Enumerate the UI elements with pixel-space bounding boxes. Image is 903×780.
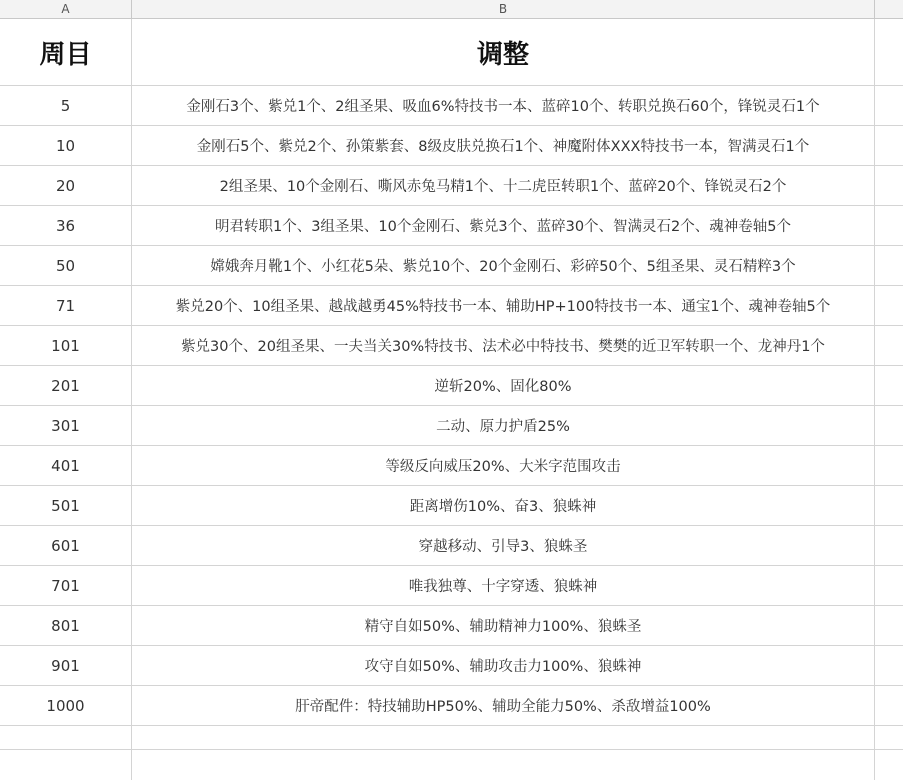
adjustment-cell[interactable]: 精守自如50%、辅助精神力100%、狼蛛圣	[132, 606, 875, 645]
round-cell[interactable]: 501	[0, 486, 132, 525]
adjustment-cell[interactable]: 穿越移动、引导3、狼蛛圣	[132, 526, 875, 565]
adjustment-cell[interactable]: 金刚石3个、紫兑1个、2组圣果、吸血6%特技书一本、蓝碎10个、转职兑换石60个，锋锐灵石1个	[132, 86, 875, 125]
adjustment-cell[interactable]: 2组圣果、10个金刚石、嘶风赤兔马精1个、十二虎臣转职1个、蓝碎20个、锋锐灵石2个	[132, 166, 875, 205]
adjustment-cell[interactable]: 距离增伤10%、奋3、狼蛛神	[132, 486, 875, 525]
empty-cell[interactable]	[875, 126, 903, 165]
empty-cell[interactable]	[132, 726, 875, 749]
empty-cell[interactable]	[0, 750, 132, 780]
empty-cell[interactable]	[875, 286, 903, 325]
table-row	[0, 166, 903, 206]
adjustment-cell[interactable]: 肝帝配件：特技辅助HP50%、辅助全能力50%、杀敌增益100%	[132, 686, 875, 725]
table-row	[0, 606, 903, 646]
round-cell[interactable]: 301	[0, 406, 132, 445]
column-header-c[interactable]	[875, 0, 903, 18]
table-row	[0, 646, 903, 686]
round-cell[interactable]: 20	[0, 166, 132, 205]
adjustment-cell[interactable]: 二动、原力护盾25%	[132, 406, 875, 445]
table-row	[0, 246, 903, 286]
empty-cell[interactable]	[875, 86, 903, 125]
empty-cell[interactable]	[875, 406, 903, 445]
table-row	[0, 126, 903, 166]
empty-cell[interactable]	[875, 446, 903, 485]
empty-cell[interactable]	[875, 246, 903, 285]
round-cell[interactable]: 901	[0, 646, 132, 685]
adjustment-cell[interactable]: 攻守自如50%、辅助攻击力100%、狼蛛神	[132, 646, 875, 685]
empty-cell[interactable]	[875, 726, 903, 749]
adjustment-cell[interactable]: 金刚石5个、紫兑2个、孙策紫套、8级皮肤兑换石1个、神魔附体XXX特技书一本，智满灵石1个	[132, 126, 875, 165]
empty-row	[0, 726, 903, 750]
table-row	[0, 406, 903, 446]
empty-cell[interactable]	[875, 566, 903, 605]
round-cell[interactable]: 36	[0, 206, 132, 245]
table-row	[0, 446, 903, 486]
empty-cell[interactable]	[875, 686, 903, 725]
round-cell[interactable]: 601	[0, 526, 132, 565]
round-cell[interactable]: 10	[0, 126, 132, 165]
table-row	[0, 206, 903, 246]
empty-cell[interactable]	[875, 206, 903, 245]
header-cell-round[interactable]: 周目	[0, 19, 132, 85]
round-cell[interactable]: 5	[0, 86, 132, 125]
adjustment-cell[interactable]: 明君转职1个、3组圣果、10个金刚石、紫兑3个、蓝碎30个、智满灵石2个、魂神卷轴5个	[132, 206, 875, 245]
adjustment-cell[interactable]: 逆斩20%、固化80%	[132, 366, 875, 405]
empty-cell[interactable]	[0, 726, 132, 749]
table-row	[0, 326, 903, 366]
empty-cell[interactable]	[875, 526, 903, 565]
round-cell[interactable]: 101	[0, 326, 132, 365]
table-row	[0, 686, 903, 726]
column-header-b[interactable]: B	[132, 0, 875, 18]
column-header-row	[0, 0, 903, 19]
adjustment-cell[interactable]: 紫兑20个、10组圣果、越战越勇45%特技书一本、辅助HP+100特技书一本、通宝1个、魂神卷轴5个	[132, 286, 875, 325]
round-cell[interactable]: 701	[0, 566, 132, 605]
table-header-row	[0, 19, 903, 86]
round-cell[interactable]: 201	[0, 366, 132, 405]
table-row	[0, 366, 903, 406]
adjustment-cell[interactable]: 紫兑30个、20组圣果、一夫当关30%特技书、法术必中特技书、樊樊的近卫军转职一个、龙神丹1个	[132, 326, 875, 365]
round-cell[interactable]: 401	[0, 446, 132, 485]
table-row	[0, 286, 903, 326]
round-cell[interactable]: 71	[0, 286, 132, 325]
round-cell[interactable]: 1000	[0, 686, 132, 725]
column-header-a[interactable]: A	[0, 0, 132, 18]
empty-cell[interactable]	[875, 166, 903, 205]
table-row	[0, 566, 903, 606]
empty-cell[interactable]	[875, 366, 903, 405]
table-row	[0, 86, 903, 126]
header-cell-adjustment[interactable]: 调整	[132, 19, 875, 85]
adjustment-cell[interactable]: 等级反向威压20%、大米字范围攻击	[132, 446, 875, 485]
empty-cell[interactable]	[875, 606, 903, 645]
empty-cell[interactable]	[132, 750, 875, 780]
empty-cell[interactable]	[875, 750, 903, 780]
table-row	[0, 526, 903, 566]
round-cell[interactable]: 801	[0, 606, 132, 645]
round-cell[interactable]: 50	[0, 246, 132, 285]
empty-cell[interactable]	[875, 646, 903, 685]
data-rows	[0, 86, 903, 726]
adjustment-cell[interactable]: 嫦娥奔月靴1个、小红花5朵、紫兑10个、20个金刚石、彩碎50个、5组圣果、灵石精粹3个	[132, 246, 875, 285]
cell-grid	[0, 19, 903, 780]
empty-cell[interactable]	[875, 19, 903, 85]
empty-row	[0, 750, 903, 780]
empty-cell[interactable]	[875, 486, 903, 525]
table-row	[0, 486, 903, 526]
empty-cell[interactable]	[875, 326, 903, 365]
adjustment-cell[interactable]: 唯我独尊、十字穿透、狼蛛神	[132, 566, 875, 605]
